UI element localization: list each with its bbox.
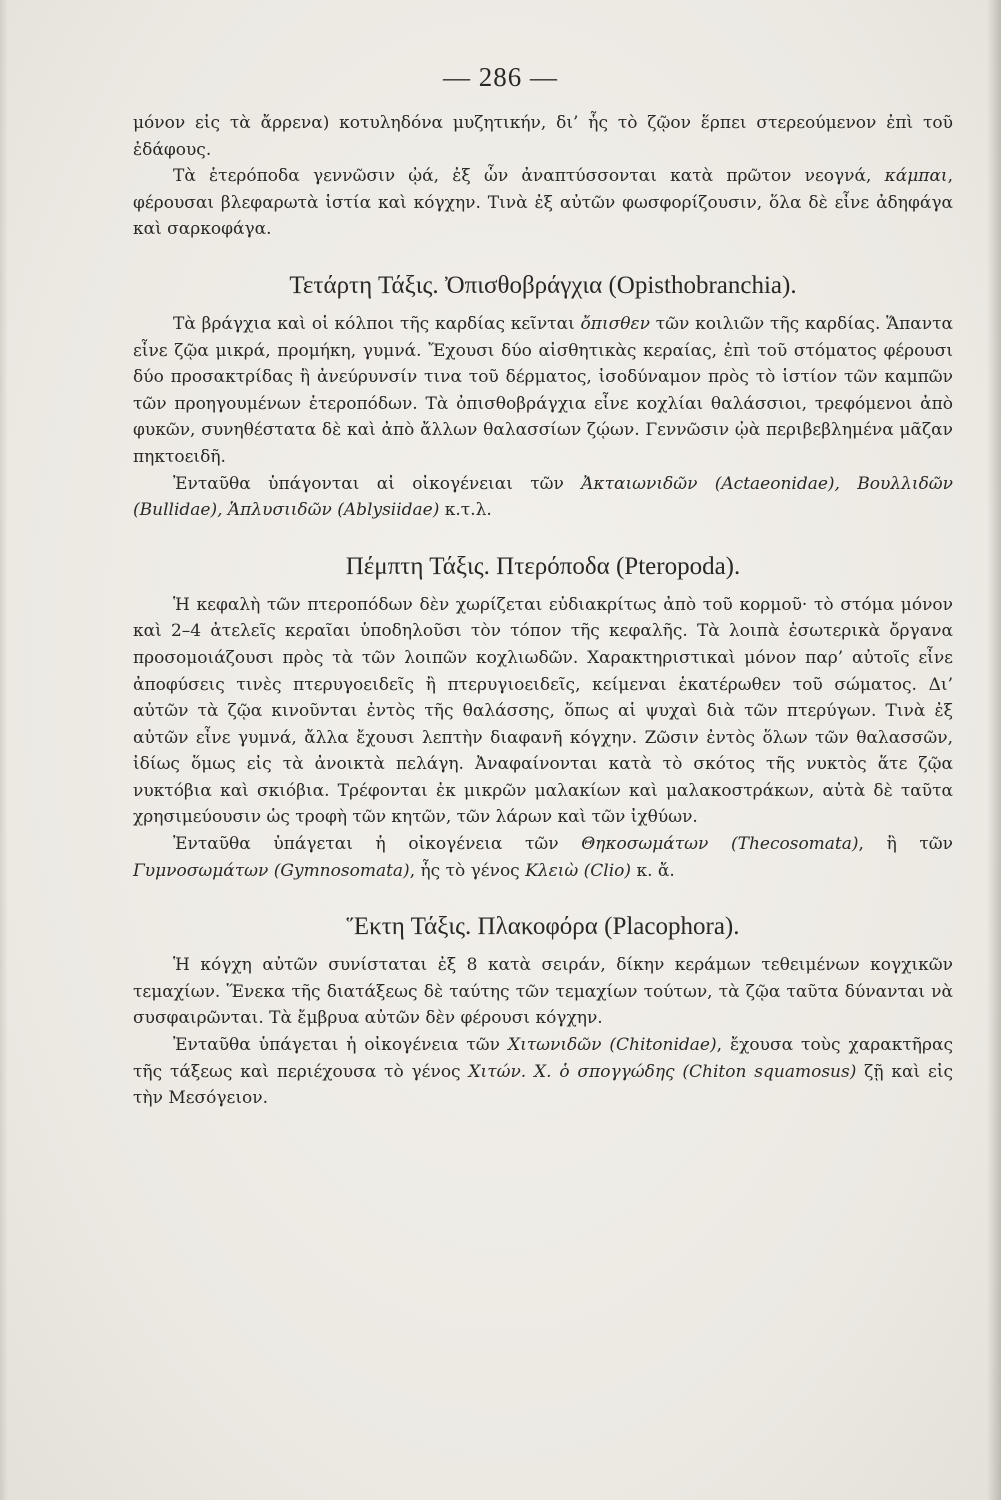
section6-heading-latin: (Placophora). [604,913,740,941]
section4-paragraph-2 [133,471,953,524]
section6-p2-text-e: ζῇ καὶ εἰς τὴν Μεσόγειον. [133,1061,954,1109]
section5-paragraph-2 [133,831,953,884]
section-heading-placophora [133,912,953,942]
section6-p2-text-a: Ἐνταῦθα ὑπάγεται ἡ οἰκογένεια τῶν [173,1035,508,1056]
section4-p1-text-a: Τὰ βράγχια καὶ οἱ κόλποι τῆς καρδίας κεῖνται [173,313,581,334]
section6-p2-chitonidae: Χιτωνιδῶν (Chitonidae) [507,1035,717,1056]
section4-p2-families: Ἀκταιωνιδῶν (Actaeonidae), Βουλλιδῶν (Bullidae), Ἁπλυσιιδῶν (Ablysiidae) [133,473,953,521]
section5-p2-text-c: , ἢ τῶν [858,834,954,855]
section5-paragraph-1: Ἡ κεφαλὴ τῶν πτεροπόδων δὲν χωρίζεται εὐδιακρίτως ἀπὸ τοῦ κορμοῦ· τὸ στόμα μόνον καὶ 2–4 ἀτελεῖς κεραῖαι ὑποδηλοῦσι τὸν τόπον τῆς κεφαλῆς. Τὰ λοιπὰ ἐσωτερικὰ ὄργανα προσομοιάζουσι πρὸς τὰ τῶν λοιπῶν κοχλιωδῶν. Χαρακτηριστικαὶ μόνον παρ’ αὐτοῖς εἶνε ἀποφύσεις τινὲς πτερυγοειδεῖς ἢ πτερυγιοειδεῖς, κείμεναι ἑκατέρωθεν τοῦ σώματος. Δι’ αὐτῶν τὰ ζῷα κινοῦνται ἐντὸς τῆς θαλάσσης, ὅπως αἱ ψυχαὶ διὰ τῶν πτερύγων. Τινὰ ἐξ αὐτῶν εἶνε γυμνά, ἄλλα ἔχουσι λεπτὴν διαφανῆ κόγχην. Ζῶσιν ἐντὸς ὅλων τῶν θαλασσῶν, ἰδίως ὅμως εἰς τὰ ἀνοικτὰ πελάγη. Ἀναφαίνονται κατὰ τὸ σκότος τῆς νυκτὸς ἅτε ζῷα νυκτόβια καὶ σκιόβια. Τρέφονται ἐκ μικρῶν μαλακίων καὶ μαλακοστράκων, αὐτὰ δὲ ταῦτα χρησιμεύουσιν ὡς τροφὴ τῶν κητῶν, τῶν λάρων καὶ τῶν ἰχθύων. [133,594,953,828]
intro-paragraph-2 [133,163,953,243]
intro-paragraph-1: μόνον εἰς τὰ ἄρρενα) κοτυληδόνα μυζητικήν, δι’ ἧς τὸ ζῷον ἕρπει στερεούμενον ἐπὶ τοῦ ἐδάφους. [133,113,953,160]
page-number: — 286 — [443,62,558,92]
section4-p1-term: ὄπισθεν [580,313,650,334]
section5-p2-text-a: Ἐνταῦθα ὑπάγεται ἡ οἰκογένεια τῶν [173,834,582,855]
section5-heading-latin: (Pteropoda). [615,552,741,580]
section5-p2-thecosomata: Θηκοσωμάτων (Thecosomata) [581,834,859,855]
section6-heading-greek: Ἕκτη Τάξις. Πλακοφόρα [346,913,598,941]
section-heading-opisthobranchia [133,271,953,301]
intro-p2-term: κάμπαι [884,166,948,187]
section5-heading-greek: Πέμπτη Τάξις. Πτερόποδα [345,552,610,580]
section4-p2-text-a: Ἐνταῦθα ὑπάγονται αἱ οἰκογένειαι τῶν [173,473,582,494]
section4-heading-latin: (Opisthobranchia). [608,271,797,299]
section6-paragraph-2 [133,1032,953,1112]
intro-p2-text-c: , φέρουσαι βλεφαρωτὰ ἱστία καὶ κόγχην. Τινὰ ἐξ αὐτῶν φωσφορίζουσιν, ὅλα δὲ εἶνε ἀδηφάγα καὶ σαρκοφάγα. [133,166,953,240]
page-right-shadow [987,0,1001,1500]
section6-p2-text-c: , ἔχουσα τοὺς χαρακτῆρας τῆς τάξεως καὶ περιέχουσα τὸ γένος [133,1035,953,1082]
section6-paragraph-1: Ἡ κόγχη αὐτῶν συνίσταται ἐξ 8 κατὰ σειράν, δίκην κεράμων τεθειμένων κογχικῶν τεμαχίων. Ἕνεκα τῆς διατάξεως δὲ ταύτης τῶν τεμαχίων τούτων, τὰ ζῷα ταῦτα δύνανται νὰ συσφαιρῶνται. Τὰ ἔμβρυα αὐτῶν δὲν φέρουσι κόγχην. [133,955,953,1029]
intro-p2-text-a: Τὰ ἑτερόποδα γεννῶσιν ᾠά, ἐξ ὧν ἀναπτύσσονται κατὰ πρῶτον νεογνά, [173,166,885,187]
page-body [133,110,953,1112]
section4-paragraph-1 [133,311,953,471]
section4-heading-greek: Τετάρτη Τάξις. Ὀπισθοβράγχια [289,271,603,299]
section5-p2-clio: Κλειὼ (Clio) [525,860,632,881]
section5-p2-text-e: , ἧς τὸ γένος [409,860,526,881]
section4-p2-text-c: κ.τ.λ. [439,500,492,521]
section5-p2-gymnosomata: Γυμνοσωμάτων (Gymnosomata) [133,860,410,881]
page-left-shadow [0,0,8,1500]
section6-p2-chiton: Χιτών. Χ. ὁ σπογγώδης (Chiton squamosus) [468,1061,857,1082]
section-heading-pteropoda [133,552,953,582]
section5-p2-text-g: κ. ἄ. [631,860,675,881]
section4-p1-text-c: τῶν κοιλιῶν τῆς καρδίας. Ἅπαντα εἶνε ζῷα μικρά, προμήκη, γυμνά. Ἔχουσι δύο αἰσθητικὰς κεραίας, ἐπὶ τοῦ στόματος φέρουσι δύο προσακτρίδας ἢ ἀνεύρυνσίν τινα τοῦ δέρματος, ἰσοδύναμον πρὸς τὸ ἱστίον τῶν καμπῶν τῶν προηγουμένων ἑτεροπόδων. Τὰ ὀπισθοβράγχια εἶνε κοχλίαι θαλάσσιοι, τρεφόμενοι ἀπὸ φυκῶν, συνηθέστατα δὲ καὶ ἀπὸ ἄλλων θαλασσίων ζῴων. Γεννῶσιν ᾠὰ περιβεβλημένα μᾶζαν πηκτοειδῆ. [133,313,953,467]
